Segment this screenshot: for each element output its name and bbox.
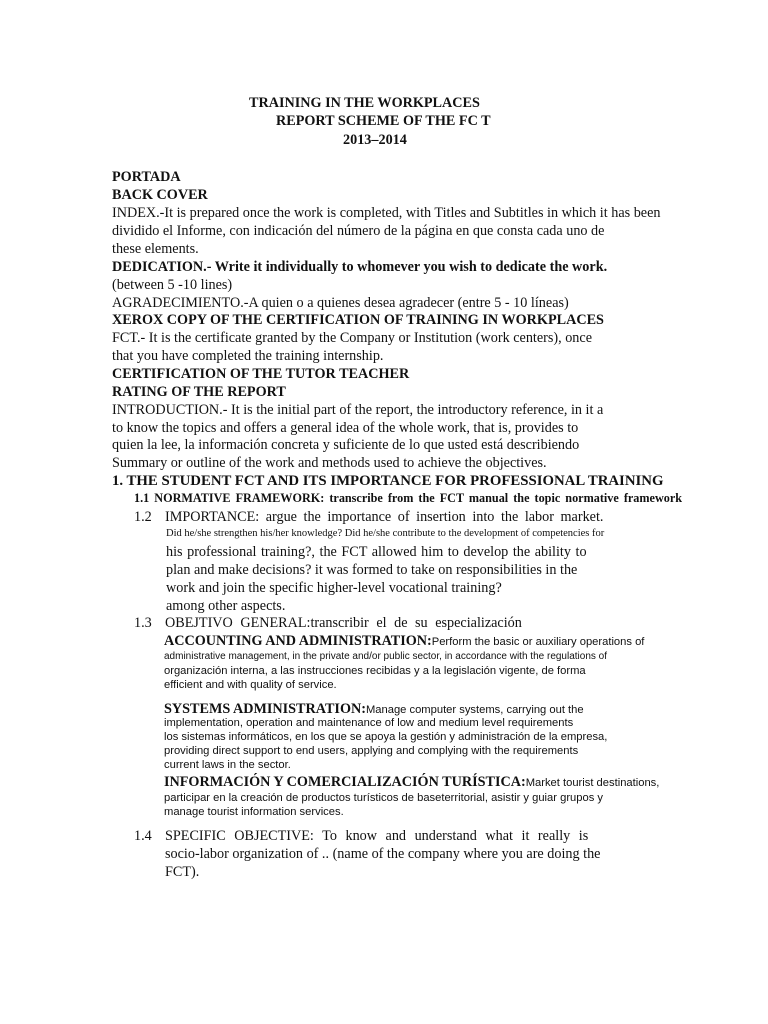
intro-line-2: to know the topics and offers a general idea of the whole work, that is, provides to <box>112 420 579 436</box>
tourism-line-3: manage tourist information services. <box>164 806 344 818</box>
dedication-line-1: DEDICATION.- Write it individually to whomever you wish to dedicate the work. <box>112 259 608 275</box>
section-1-2-line-4: work and join the specific higher-level vocational training? <box>166 580 502 596</box>
tourism-heading: INFORMACIÓN Y COMERCIALIZACIÓN TURÍSTICA: <box>164 774 526 790</box>
section-1-2-line-2: his professional training?, the FCT allowed him to develop the ability to <box>166 544 587 560</box>
fct-line-2: that you have completed the training internship. <box>112 348 384 364</box>
section-1-2-line-3: plan and make decisions? it was formed to take on responsibilities in the <box>166 562 578 578</box>
doc-title: TRAINING IN THE WORKPLACES <box>249 95 480 111</box>
fct-line-1: FCT.- It is the certificate granted by the Company or Institution (work centers), once <box>112 330 592 346</box>
section-1-4-line-3: FCT). <box>165 864 200 880</box>
tourism-line-1 <box>164 773 659 791</box>
section-1-4-line-1: SPECIFIC OBJECTIVE: To know and understand what it really is <box>165 828 589 844</box>
accounting-line-4: efficient and with quality of service. <box>164 679 337 691</box>
tourism-line-2: participar en la creación de productos turísticos de baseterritorial, asistir y guiar grupos y <box>164 792 604 804</box>
doc-years: 2013–2014 <box>343 132 407 148</box>
section-1-heading: 1. THE STUDENT FCT AND ITS IMPORTANCE FOR PROFESSIONAL TRAINING <box>112 473 664 489</box>
intro-line-4: Summary or outline of the work and methods used to achieve the objectives. <box>112 455 547 471</box>
heading-rating: RATING OF THE REPORT <box>112 384 286 400</box>
systems-line-4: providing direct support to end users, applying and complying with the requirements <box>164 745 579 757</box>
section-1-2-line-5: among other aspects. <box>166 598 286 614</box>
section-1-2-line-1: IMPORTANCE: argue the importance of insertion into the labor market. <box>165 509 604 525</box>
index-line-3: these elements. <box>112 241 199 257</box>
accounting-line-2: administrative management, in the private and/or public sector, in accordance with the regulations of <box>164 651 608 662</box>
systems-line-3: los sistemas informáticos, en los que se apoya la gestión y administración de la empresa, <box>164 731 608 743</box>
section-1-3-line-1: OBEJTIVO GENERAL:transcribir el de su especialización <box>165 615 522 631</box>
systems-line-2: implementation, operation and maintenance of low and medium level requirements <box>164 717 574 729</box>
accounting-heading: ACCOUNTING AND ADMINISTRATION: <box>164 633 432 649</box>
accounting-text: Perform the basic or auxiliary operations of <box>431 636 645 648</box>
section-1-1: 1.1 NORMATIVE FRAMEWORK: transcribe from the FCT manual the topic normative framework <box>134 491 683 505</box>
doc-subtitle: REPORT SCHEME OF THE FC T <box>276 113 491 129</box>
accounting-line-3: organización interna, a las instrucciones recibidas y a la legislación vigente, de forma <box>164 665 586 677</box>
section-1-2-question: Did he/she strengthen his/her knowledge? Did he/she contribute to the development of competencies for <box>166 528 605 539</box>
accounting-line-1 <box>164 632 644 650</box>
intro-line-1: INTRODUCTION.- It is the initial part of the report, the introductory reference, in it a <box>112 402 604 418</box>
section-1-2-number: 1.2 <box>134 509 152 525</box>
systems-text: Manage computer systems, carrying out the <box>365 704 584 716</box>
heading-portada: PORTADA <box>112 169 181 185</box>
systems-line-5: current laws in the sector. <box>164 759 291 771</box>
intro-line-3: quien la lee, la información concreta y suficiente de lo que usted está describiendo <box>112 437 580 453</box>
index-line-1: INDEX.-It is prepared once the work is completed, with Titles and Subtitles in which it has been <box>112 205 661 221</box>
tourism-text: Market tourist destinations, <box>525 777 660 789</box>
agradecimiento-line: AGRADECIMIENTO.-A quien o a quienes desea agradecer (entre 5 - 10 líneas) <box>112 295 569 311</box>
section-1-4-number: 1.4 <box>134 828 152 844</box>
heading-back-cover: BACK COVER <box>112 187 208 203</box>
systems-heading: SYSTEMS ADMINISTRATION: <box>164 701 366 717</box>
heading-cert-tutor: CERTIFICATION OF THE TUTOR TEACHER <box>112 366 410 382</box>
dedication-line-2: (between 5 -10 lines) <box>112 277 233 293</box>
section-1-4-line-2: socio-labor organization of .. (name of the company where you are doing the <box>165 846 601 862</box>
index-line-2: dividido el Informe, con indicación del número de la página en que consta cada uno de <box>112 223 605 239</box>
heading-xerox-copy: XEROX COPY OF THE CERTIFICATION OF TRAINING IN WORKPLACES <box>112 312 604 328</box>
section-1-3-number: 1.3 <box>134 615 152 631</box>
